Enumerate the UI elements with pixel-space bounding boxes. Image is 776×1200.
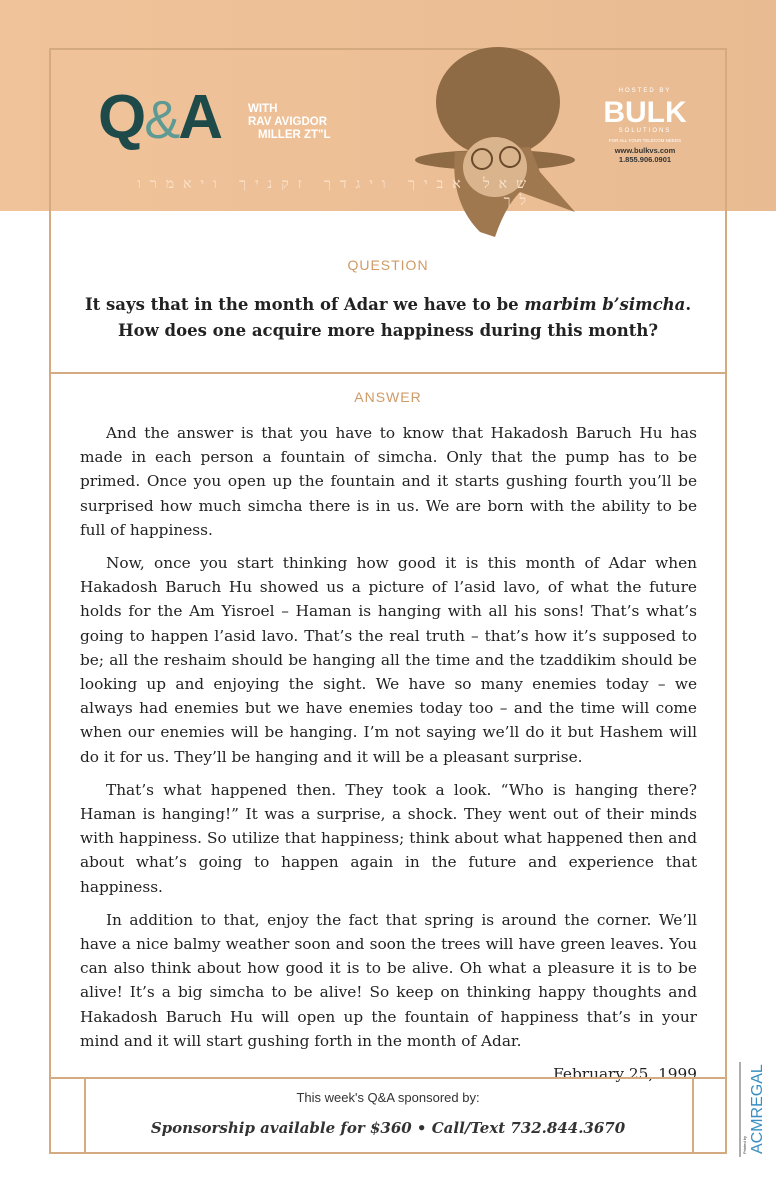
sponsor-box: [49, 1077, 727, 1154]
answer-label: ANSWER: [354, 389, 422, 405]
answer-paragraph: In addition to that, enjoy the fact that spring is around the corner. We’ll have a nice balmy weather soon and soon the trees will have green leaves. You can also think about how good it is to be alive. Oh what a pleasure it is to be alive! It’s a big simcha to be alive! So keep on thinking happy thoughts and Hakadosh Baruch Hu will open up the fountain of happiness that’s in your mind and it will start gushing forth in the month of Adar.: [80, 910, 697, 1050]
question-text: It says that in the month of Adar we have to be marbim b’simcha. How does one acquire more happiness during this month?: [84, 295, 692, 340]
answer-paragraph: That’s what happened then. They took a look. “Who is hanging there? Haman is hanging!” It was a surprise, a shock. They went out of their minds with happiness. So utilize that happiness; think about what happened then and about what’s going to happen again in the future and experience that happiness.: [80, 780, 697, 896]
sponsor-inner-frame: [84, 1077, 694, 1154]
svg-text:ACMREGAL: ACMREGAL: [749, 1064, 766, 1154]
sponsor-text: Sponsorship available for $360 • Call/Text 732.844.3670: [150, 1119, 626, 1137]
question-label: QUESTION: [347, 257, 429, 273]
answer-paragraph: And the answer is that you have to know that Hakadosh Baruch Hu has made in each person a fountain of simcha. Only that the pump has to be primed. Once you open up the fountain and it starts gushing fourth you’ll be surprised how much simcha there is in us. We are born with the ability to be full of happiness.: [80, 424, 697, 539]
rav-title: WITH RAV AVIGDOR MILLER ZT"L: [248, 103, 331, 141]
qa-logo: Q&A: [98, 83, 222, 152]
answer-date: February 25, 1999: [553, 1065, 697, 1084]
sponsor-label: This week's Q&A sponsored by:: [296, 1090, 480, 1105]
divider: [51, 372, 725, 374]
hebrew-verse: שאל אביך ויגדך זקניך ויאמרו לך: [137, 176, 535, 209]
acmregal-printer-logo: [734, 1062, 768, 1157]
answer-body: [80, 421, 697, 1086]
bulk-solutions-ad[interactable]: HOSTED BY BULK SOLUTIONS FOR ALL YOUR TELECOM NEEDS www.bulkvs.com 1.855.906.0901: [603, 88, 687, 164]
svg-text:Printed by: Printed by: [742, 1135, 747, 1154]
answer-paragraph: Now, once you start thinking how good it is this month of Adar when Hakadosh Baruch Hu showed us a picture of l’asid lavo, of what the future holds for the Am Yisroel – Haman is hanging with all his sons! That’s what’s going to happen l’asid lavo. That’s the real truth – that’s how it’s supposed to be; all the reshaim should be hanging all the time and the tzaddikim should be looking up and enjoying the sight. We have so many enemies today – we always had enemies but we have enemies today too – and the time will come when our enemies will be hanging. I’m not saying we’ll do it but Hashem will do it for us. They’ll be hanging and it will be a pleasant surprise.: [80, 554, 697, 766]
